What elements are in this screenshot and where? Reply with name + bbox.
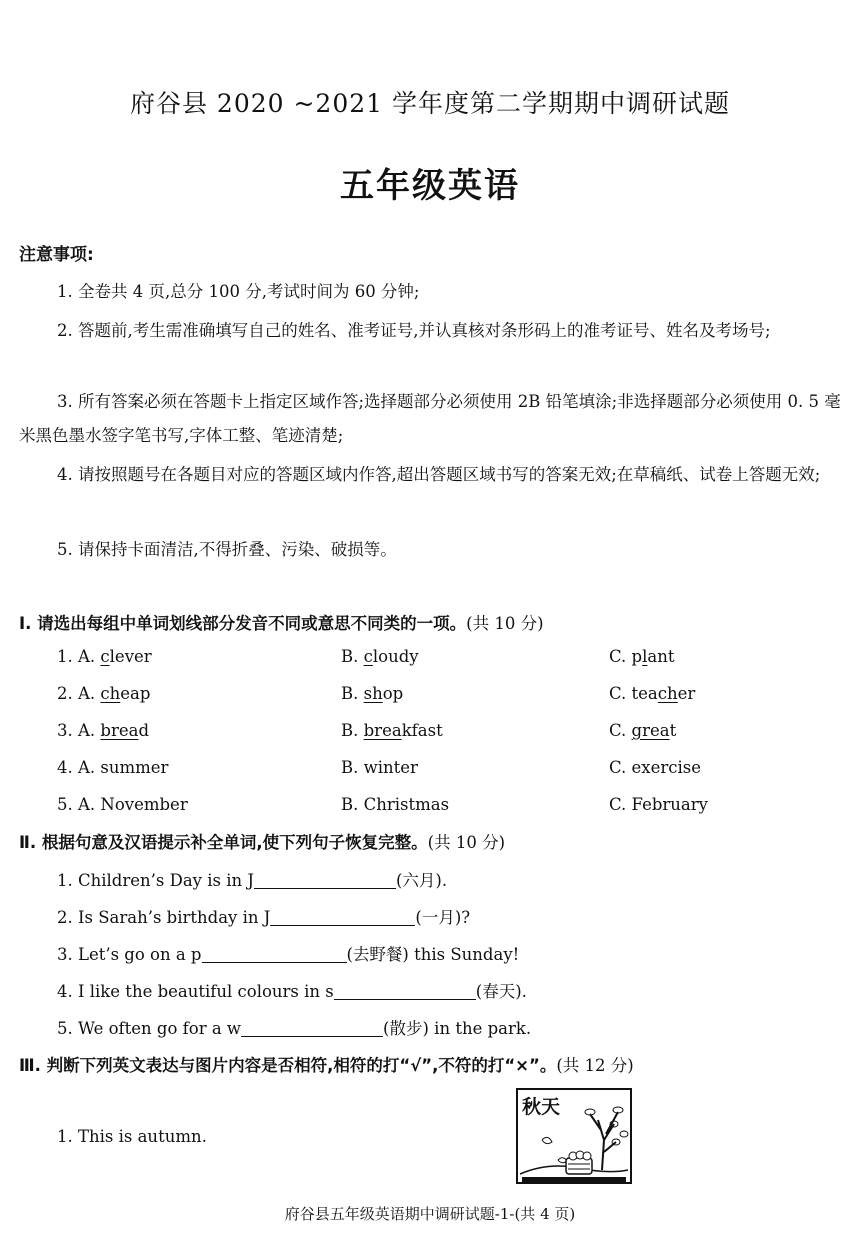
underlined-part: c — [100, 647, 110, 666]
option: C. great — [609, 721, 677, 740]
option: 2. A. cheap — [57, 684, 151, 703]
answer-blank[interactable] — [254, 870, 396, 889]
option: C. plant — [609, 647, 675, 666]
exam-title: 府谷县 2020 ~2021 学年度第二学期期中调研试题 — [129, 89, 731, 118]
underlined-part: l — [642, 647, 648, 666]
note-item: 2. 答题前,考生需准确填写自己的姓名、准考证号,并认真核对条形码上的准考证号、姓名及考场号; — [57, 321, 771, 340]
fill-in-question: 1. Children’s Day is in J (六月). — [57, 871, 448, 890]
question-text: 1. This is autumn. — [57, 1127, 207, 1146]
fill-in-question: 2. Is Sarah’s birthday in J (一月)? — [57, 908, 471, 927]
option: B. cloudy — [341, 647, 419, 666]
answer-blank[interactable] — [241, 1018, 383, 1037]
underlined-part: brea — [100, 721, 139, 740]
option: C. February — [609, 795, 708, 814]
option: B. Christmas — [341, 795, 450, 814]
page-footer: 府谷县五年级英语期中调研试题-1-(共 4 页) — [284, 1205, 576, 1223]
option: B. winter — [341, 758, 418, 777]
underlined-part: c — [363, 647, 373, 666]
option: C. exercise — [609, 758, 701, 777]
fill-in-question: 5. We often go for a w (散步) in the park. — [57, 1019, 532, 1038]
section-3-title: Ⅲ. 判断下列英文表达与图片内容是否相符,相符的打“√”,不符的打“×”。(共 12 分) — [19, 1056, 634, 1075]
option: 1. A. clever — [57, 647, 152, 666]
section-2-title: Ⅱ. 根据句意及汉语提示补全单词,使下列句子恢复完整。(共 10 分) — [19, 833, 506, 852]
option: 3. A. bread — [57, 721, 150, 740]
note-item: 1. 全卷共 4 页,总分 100 分,考试时间为 60 分钟; — [57, 282, 420, 301]
answer-blank[interactable] — [334, 981, 476, 1000]
answer-blank[interactable] — [202, 944, 347, 963]
autumn-picture — [516, 1088, 632, 1184]
subject-title: 五年级英语 — [340, 166, 520, 206]
note-item: 5. 请保持卡面清洁,不得折叠、污染、破损等。 — [57, 540, 397, 559]
underlined-part: brea — [363, 721, 402, 740]
underlined-part: sh — [363, 684, 383, 703]
section-1-title: Ⅰ. 请选出每组中单词划线部分发音不同或意思不同类的一项。(共 10 分) — [19, 614, 544, 633]
option: 5. A. November — [57, 795, 188, 814]
autumn-tree-illustration — [518, 1090, 630, 1182]
answer-blank[interactable] — [270, 907, 415, 926]
notes-heading: 注意事项: — [19, 245, 94, 265]
option: 4. A. summer — [57, 758, 169, 777]
option: B. breakfast — [341, 721, 443, 740]
option: B. shop — [341, 684, 404, 703]
picture-label: 秋天 — [522, 1096, 561, 1118]
fill-in-question: 3. Let’s go on a p (去野餐) this Sunday! — [57, 945, 520, 964]
option: C. teacher — [609, 684, 696, 703]
underlined-part: ch — [657, 684, 678, 703]
fill-in-question: 4. I like the beautiful colours in s (春天). — [57, 982, 527, 1001]
underlined-part: grea — [631, 721, 670, 740]
note-item: 3. 所有答案必须在答题卡上指定区域作答;选择题部分必须使用 2B 铅笔填涂;非选择题部分必须使用 0. 5 毫米黑色墨水签字笔书写,字体工整、笔迹清楚; — [19, 392, 841, 445]
note-item: 4. 请按照题号在各题目对应的答题区域内作答,超出答题区域书写的答案无效;在草稿纸、试卷上答题无效; — [57, 465, 821, 484]
underlined-part: ch — [100, 684, 121, 703]
